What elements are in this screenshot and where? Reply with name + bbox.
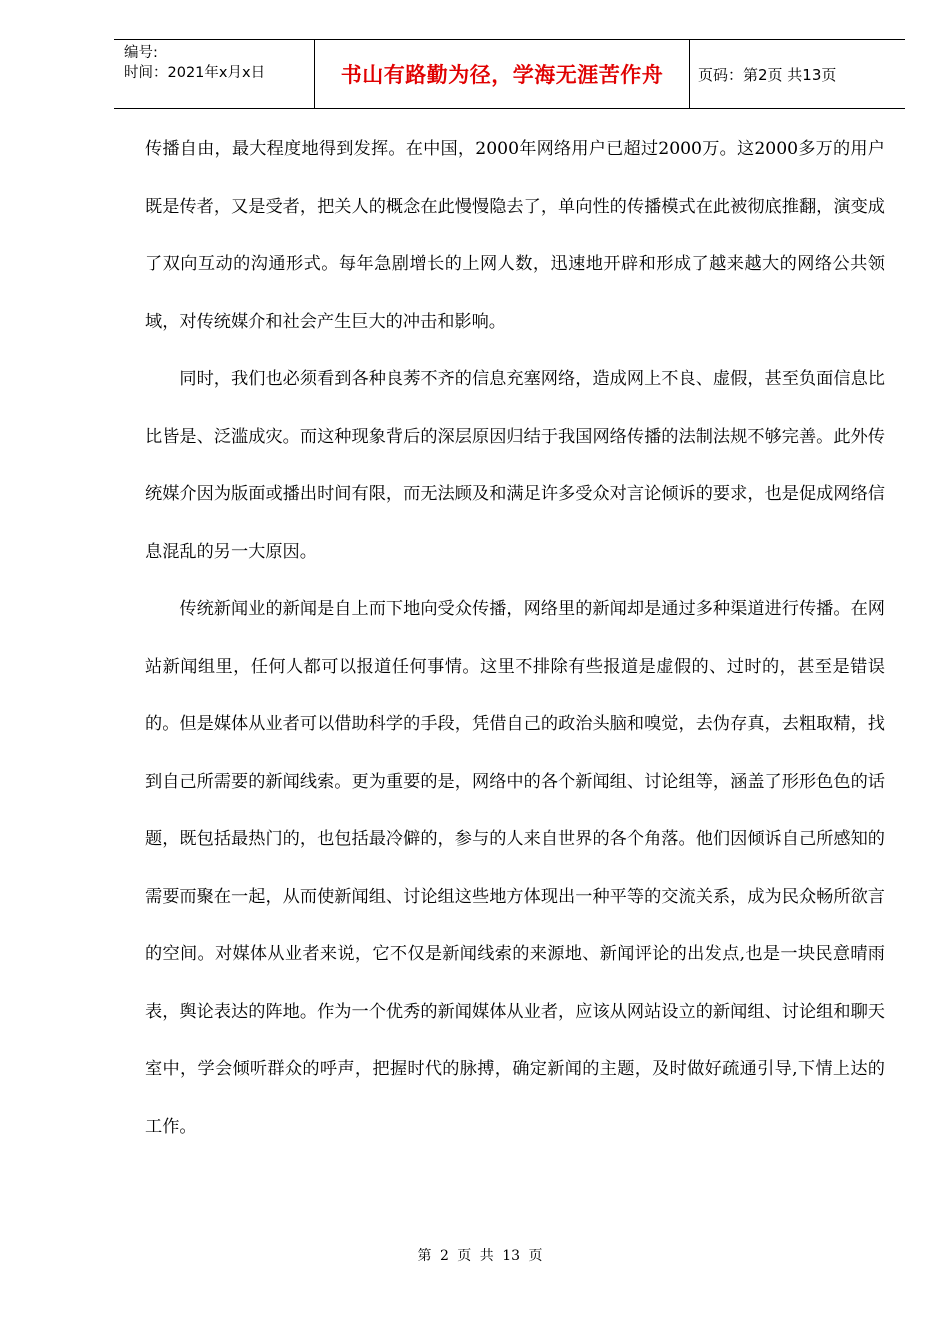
serial-number-label: 编号: bbox=[124, 45, 158, 61]
page-header bbox=[114, 39, 905, 109]
paragraph: 传统新闻业的新闻是自上而下地向受众传播，网络里的新闻却是通过多种渠道进行传播。在网站新闻组里，任何人都可以报道任何事情。这里不排除有些报道是虚假的、过时的，甚至是错误的。但是媒体从业者可以借助科学的手段，凭借自己的政治头脑和嗅觉，去伪存真，去粗取精，找到自己所需要的新闻线索。更为重要的是，网络中的各个新闻组、讨论组等，涵盖了形形色色的话题，既包括最热门的，也包括最冷僻的，参与的人来自世界的各个角落。他们因倾诉自己所感知的需要而聚在一起，从而使新闻组、讨论组这些地方体现出一种平等的交流关系，成为民众畅所欲言的空间。对媒体从业者来说，它不仅是新闻线索的来源地、新闻评论的出发点,也是一块民意晴雨表，舆论表达的阵地。作为一个优秀的新闻媒体从业者，应该从网站设立的新闻组、讨论组和聊天室中，学会倾听群众的呼声，把握时代的脉搏，确定新闻的主题，及时做好疏通引导,下情上达的工作。 bbox=[145, 599, 885, 1137]
header-meta bbox=[114, 40, 315, 108]
header-page-cell bbox=[690, 40, 905, 108]
header-motto: 书山有路勤为径，学海无涯苦作舟 bbox=[340, 63, 664, 87]
page-footer: 第 2 页 共 13 页 bbox=[417, 1248, 543, 1264]
header-motto-cell bbox=[315, 40, 690, 108]
paragraph: 同时，我们也必须看到各种良莠不齐的信息充塞网络，造成网上不良、虚假，甚至负面信息比比皆是、泛滥成灾。而这种现象背后的深层原因归结于我国网络传播的法制法规不够完善。此外传统媒介因为版面或播出时间有限，而无法顾及和满足许多受众对言论倾诉的要求，也是促成网络信息混乱的另一大原因。 bbox=[145, 369, 885, 562]
document-body bbox=[145, 121, 885, 1156]
paragraph-continued: 传播自由，最大程度地得到发挥。在中国，2000年网络用户已超过2000万。这2000多万的用户既是传者，又是受者，把关人的概念在此慢慢隐去了，单向性的传播模式在此被彻底推翻，演变成了双向互动的沟通形式。每年急剧增长的上网人数，迅速地开辟和形成了越来越大的网络公共领域，对传统媒介和社会产生巨大的冲击和影响。 bbox=[145, 139, 885, 332]
header-page-number: 页码：第2页 共13页 bbox=[698, 65, 837, 84]
time-label: 时间：2021年x月x日 bbox=[124, 65, 266, 81]
